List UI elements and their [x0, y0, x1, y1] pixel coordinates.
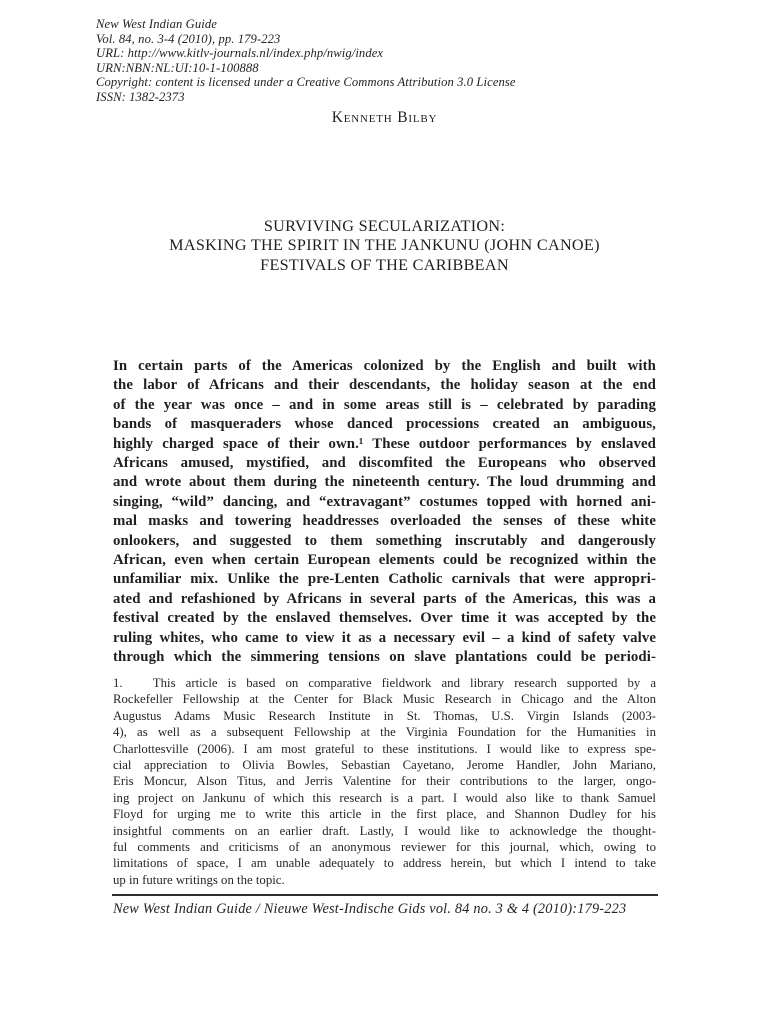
text-line: Vol. 84, no. 3-4 (2010), pp. 179-223	[96, 31, 281, 46]
text-line: unfamiliar mix. Unlike the pre-Lenten Catholic carnivals that were appropri-	[113, 571, 656, 588]
journal-footer-citation: New West Indian Guide / Nieuwe West-Indische Gids vol. 84 no. 3 & 4 (2010):179-223	[113, 901, 627, 917]
text-line: highly charged space of their own.¹ These outdoor performances by enslaved	[113, 435, 656, 452]
journal-masthead	[96, 17, 656, 105]
text-line: limitations of space, I am unable adequately to address herein, but which I intend to take	[113, 856, 656, 871]
text-line: singing, “wild” dancing, and “extravagant” costumes topped with horned ani-	[113, 493, 656, 510]
text-line: 4), as well as a subsequent Fellowship at the Virginia Foundation for the Humanities in	[113, 725, 656, 740]
article-title	[113, 217, 656, 275]
text-line: of the year was once – and in some areas still is – celebrated by parading	[113, 396, 656, 413]
text-line: URN:NBN:NL:UI:10-1-100888	[96, 60, 259, 75]
text-line: In certain parts of the Americas colonized by the English and built with	[113, 358, 656, 374]
text-line: Copyright: content is licensed under a Creative Commons Attribution 3.0 License	[96, 75, 516, 90]
text-line: FESTIVALS OF THE CARIBBEAN	[260, 255, 509, 274]
text-line: Africans amused, mystified, and discomfited the Europeans who observed	[113, 455, 656, 472]
text-line: through which the simmering tensions on slave plantations could be periodi-	[113, 649, 656, 666]
text-line: onlookers, and suggested to them something inscrutably and dangerously	[113, 532, 656, 549]
footnote-1	[113, 675, 656, 888]
text-line: festival created by the enslaved themselves. Over time it was accepted by the	[113, 610, 656, 627]
footer-divider	[112, 894, 658, 896]
article-lead-paragraph	[113, 357, 656, 668]
text-line: MASKING THE SPIRIT IN THE JANKUNU (JOHN CANOE)	[169, 236, 600, 255]
author-name: Kenneth Bilby	[331, 109, 438, 126]
text-line: up in future writings on the topic.	[113, 872, 285, 887]
text-line: ISSN: 1382-2373	[96, 89, 185, 104]
text-line: Charlottesville (2006). I am most grateful to these institutions. I would like to express spe-	[113, 741, 656, 756]
text-line: and wrote about them during the nineteenth century. The loud drumming and	[113, 474, 656, 491]
text-line: African, even when certain European elements could be recognized within the	[113, 552, 656, 569]
text-line: the labor of Africans and their descendants, the holiday season at the end	[113, 377, 656, 394]
text-line: bands of masqueraders whose danced processions created an ambiguous,	[113, 416, 656, 433]
text-line: SURVIVING SECULARIZATION:	[263, 217, 506, 235]
text-line: Floyd for urging me to write this article in the first place, and Shannon Dudley for his	[113, 807, 656, 822]
text-line: URL: http://www.kitlv-journals.nl/index.php/nwig/index	[96, 46, 384, 61]
text-line: Rockefeller Fellowship at the Center for Black Music Research in Chicago and the Alton	[113, 692, 656, 707]
text-line: New West Indian Guide	[96, 17, 217, 31]
text-line: cial appreciation to Olivia Bowles, Sebastian Cayetano, Jerome Handler, John Mariano,	[113, 758, 656, 773]
text-line: mal masks and towering headdresses overloaded the senses of these white	[113, 513, 656, 530]
text-line: ruling whites, who came to view it as a necessary evil – a kind of safety valve	[113, 629, 656, 646]
text-line: ful comments and criticisms of an anonymous reviewer for this journal, which, owing to	[113, 840, 656, 855]
text-line: ing project on Jankunu of which this research is a part. I would also like to thank Samuel	[113, 790, 656, 805]
text-line: Eris Moncur, Alson Titus, and Jerris Valentine for their contributions to the larger, ongo-	[113, 774, 656, 789]
text-line: ated and refashioned by Africans in several parts of the Americas, this was a	[113, 590, 656, 607]
text-line: 1. This article is based on comparative fieldwork and library research supported by a	[113, 676, 656, 690]
text-line: Augustus Adams Music Research Institute in St. Thomas, U.S. Virgin Islands (2003-	[113, 708, 656, 723]
text-line: insightful comments on an earlier draft. Lastly, I would like to acknowledge the thought-	[113, 823, 656, 838]
